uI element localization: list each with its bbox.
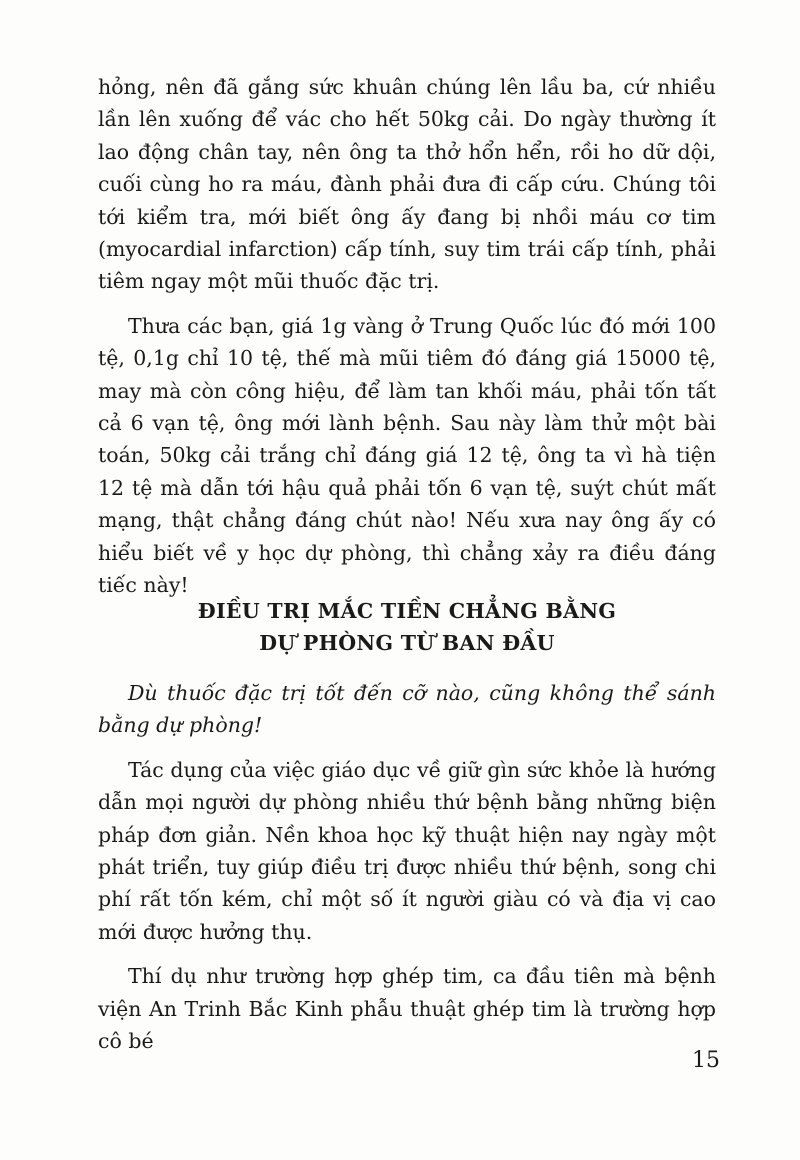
body-text-top	[98, 71, 716, 602]
page-number: 15	[692, 1048, 720, 1073]
body-text-bottom	[98, 677, 716, 1057]
paragraph-continuation: hỏng, nên đã gắng sức khuân chúng lên lầu ba, cứ nhiều lần lên xuống để vác cho hết 50kg cải. Do ngày thường ít lao động chân tay, nên ông ta thở hổn hển, rồi ho dữ dội, cuối cùng ho ra máu, đành phải đưa đi cấp cứu. Chúng tôi tới kiểm tra, mới biết ông ấy đang bị nhồi máu cơ tim (myocardial infarction) cấp tính, suy tim trái cấp tính, phải tiêm ngay một mũi thuốc đặc trị.	[98, 75, 716, 294]
paragraph-heart-transplant: Thí dụ như trường hợp ghép tim, ca đầu tiên mà bệnh viện An Trinh Bắc Kinh phẫu thuật ghép tim là trường hợp cô bé	[98, 964, 716, 1054]
epigraph	[98, 677, 716, 742]
paragraph-health-education: Tác dụng của việc giáo dục về giữ gìn sức khỏe là hướng dẫn mọi người dự phòng nhiều thứ bệnh bằng những biện pháp đơn giản. Nền khoa học kỹ thuật hiện nay ngày một phát triển, tuy giúp điều trị được nhiều thứ bệnh, song chi phí rất tốn kém, chỉ một số ít người giàu có và địa vị cao mới được hưởng thụ.	[98, 757, 716, 944]
epigraph-text: Dù thuốc đặc trị tốt đến cỡ nào, cũng không thể sánh bằng dự phòng!	[98, 681, 716, 738]
section-heading-line-2: DỰ PHÒNG TỪ BAN ĐẦU	[259, 631, 555, 655]
section-heading-line-1: ĐIỀU TRỊ MẮC TIỀN CHẲNG BẰNG	[197, 599, 617, 623]
section-heading	[98, 595, 716, 659]
paragraph-price-comparison: Thưa các bạn, giá 1g vàng ở Trung Quốc lúc đó mới 100 tệ, 0,1g chỉ 10 tệ, thế mà mũi tiêm đó đáng giá 15000 tệ, may mà còn công hiệu, để làm tan khối máu, phải tốn tất cả 6 vạn tệ, ông mới lành bệnh. Sau này làm thử một bài toán, 50kg cải trắng chỉ đáng giá 12 tệ, ông ta vì hà tiện 12 tệ mà dẫn tới hậu quả phải tốn 6 vạn tệ, suýt chút mất mạng, thật chẳng đáng chút nào! Nếu xưa nay ông ấy có hiểu biết về y học dự phòng, thì chẳng xảy ra điều đáng tiếc này!	[98, 313, 716, 598]
